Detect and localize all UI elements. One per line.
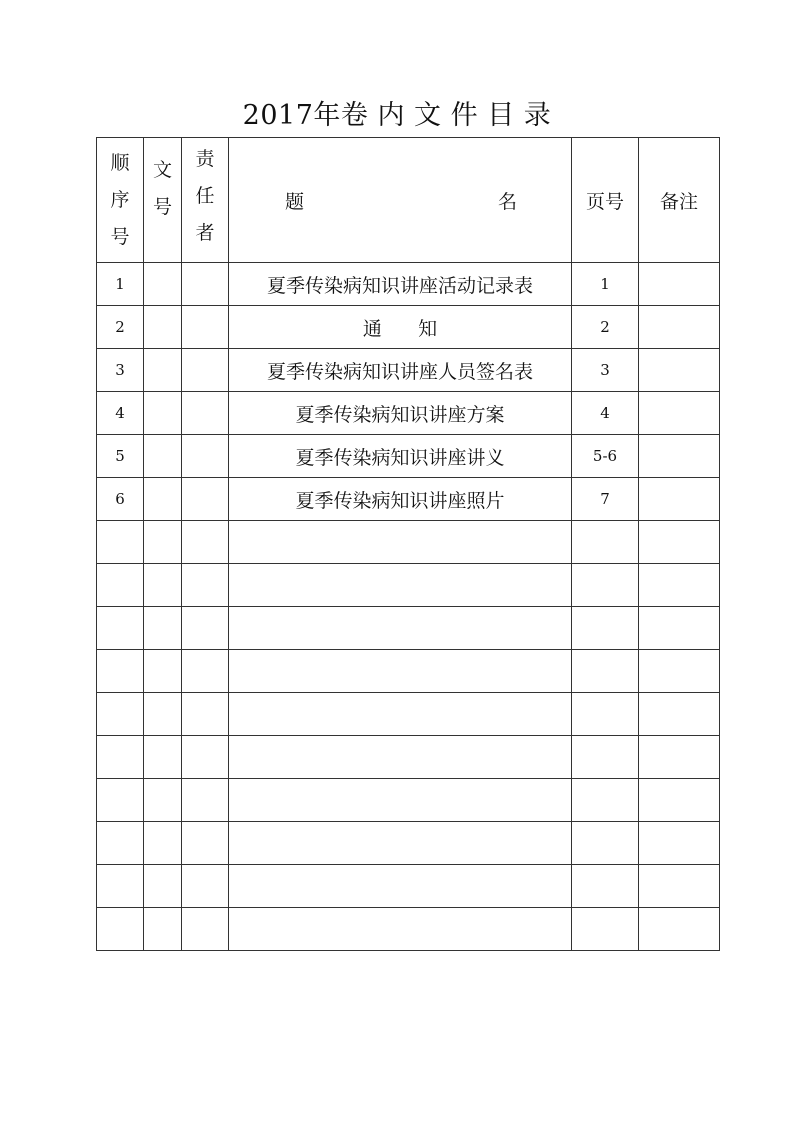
cell-doc-no — [144, 521, 182, 564]
header-seq-char: 号 — [110, 225, 130, 248]
cell-title — [229, 736, 572, 779]
cell-remarks — [639, 263, 720, 306]
cell-responsible — [182, 865, 229, 908]
cell-remarks — [639, 306, 720, 349]
cell-page — [572, 693, 639, 736]
cell-seq: 4 — [97, 392, 144, 435]
cell-doc-no — [144, 564, 182, 607]
cell-remarks — [639, 736, 720, 779]
cell-page — [572, 865, 639, 908]
cell-page: 5-6 — [572, 435, 639, 478]
cell-responsible — [182, 478, 229, 521]
cell-doc-no — [144, 349, 182, 392]
header-doc-no-char: 号 — [152, 196, 172, 218]
cell-title: 夏季传染病知识讲座照片 — [229, 478, 572, 521]
cell-seq — [97, 564, 144, 607]
cell-responsible — [182, 779, 229, 822]
cell-title: 夏季传染病知识讲座活动记录表 — [229, 263, 572, 306]
cell-seq: 2 — [97, 306, 144, 349]
cell-seq: 1 — [97, 263, 144, 306]
cell-page — [572, 650, 639, 693]
cell-remarks — [639, 478, 720, 521]
cell-doc-no — [144, 435, 182, 478]
cell-remarks — [639, 822, 720, 865]
cell-responsible — [182, 908, 229, 951]
cell-doc-no — [144, 865, 182, 908]
cell-title: 夏季传染病知识讲座方案 — [229, 392, 572, 435]
cell-page — [572, 779, 639, 822]
table-row — [97, 564, 720, 607]
table-row — [97, 607, 720, 650]
header-doc-no — [144, 138, 182, 263]
table-row — [97, 822, 720, 865]
cell-remarks — [639, 392, 720, 435]
table-row — [97, 779, 720, 822]
cell-page — [572, 564, 639, 607]
cell-seq — [97, 908, 144, 951]
table-row — [97, 435, 720, 478]
cell-responsible — [182, 392, 229, 435]
cell-seq — [97, 521, 144, 564]
table-row — [97, 478, 720, 521]
page-title: 2017年卷 内 文 件 目 录 — [242, 100, 552, 131]
cell-remarks — [639, 650, 720, 693]
cell-doc-no — [144, 607, 182, 650]
cell-doc-no — [144, 478, 182, 521]
cell-title — [229, 521, 572, 564]
cell-page — [572, 521, 639, 564]
cell-responsible — [182, 263, 229, 306]
cell-responsible — [182, 736, 229, 779]
table-row — [97, 865, 720, 908]
cell-seq — [97, 822, 144, 865]
header-seq-char: 序 — [110, 188, 130, 211]
table-row — [97, 736, 720, 779]
cell-responsible — [182, 521, 229, 564]
cell-doc-no — [144, 736, 182, 779]
header-responsible — [182, 138, 229, 263]
cell-remarks — [639, 865, 720, 908]
header-responsible-char: 者 — [195, 221, 215, 244]
cell-title — [229, 693, 572, 736]
cell-remarks — [639, 435, 720, 478]
cell-page — [572, 822, 639, 865]
table-row — [97, 521, 720, 564]
cell-responsible — [182, 564, 229, 607]
cell-remarks — [639, 908, 720, 951]
cell-doc-no — [144, 822, 182, 865]
header-seq-char: 顺 — [110, 151, 130, 174]
cell-remarks — [639, 564, 720, 607]
table-row — [97, 908, 720, 951]
cell-seq: 6 — [97, 478, 144, 521]
table-row — [97, 693, 720, 736]
cell-title: 夏季传染病知识讲座讲义 — [229, 435, 572, 478]
cell-page — [572, 736, 639, 779]
cell-title — [229, 607, 572, 650]
table-row — [97, 392, 720, 435]
cell-seq — [97, 865, 144, 908]
cell-doc-no — [144, 908, 182, 951]
cell-title — [229, 564, 572, 607]
header-title-char: 名 — [497, 190, 517, 213]
cell-seq — [97, 693, 144, 736]
header-responsible-char: 责 — [195, 147, 215, 170]
cell-page: 7 — [572, 478, 639, 521]
cell-doc-no — [144, 693, 182, 736]
cell-seq: 3 — [97, 349, 144, 392]
table-header-row — [97, 138, 720, 263]
table-row — [97, 650, 720, 693]
cell-responsible — [182, 306, 229, 349]
cell-doc-no — [144, 392, 182, 435]
cell-title — [229, 779, 572, 822]
cell-title — [229, 908, 572, 951]
cell-responsible — [182, 349, 229, 392]
table-row — [97, 349, 720, 392]
header-doc-no-char: 文 — [152, 159, 172, 181]
cell-seq — [97, 779, 144, 822]
cell-remarks — [639, 607, 720, 650]
header-title — [229, 138, 572, 263]
cell-title — [229, 650, 572, 693]
cell-page — [572, 908, 639, 951]
header-remarks: 备注 — [639, 138, 720, 263]
cell-title: 夏季传染病知识讲座人员签名表 — [229, 349, 572, 392]
cell-title — [229, 822, 572, 865]
cell-page: 4 — [572, 392, 639, 435]
cell-doc-no — [144, 779, 182, 822]
cell-page: 2 — [572, 306, 639, 349]
cell-responsible — [182, 822, 229, 865]
table-row — [97, 306, 720, 349]
cell-seq — [97, 607, 144, 650]
cell-responsible — [182, 693, 229, 736]
cell-title — [229, 865, 572, 908]
cell-remarks — [639, 693, 720, 736]
cell-seq: 5 — [97, 435, 144, 478]
cell-responsible — [182, 435, 229, 478]
cell-seq — [97, 650, 144, 693]
cell-page: 1 — [572, 263, 639, 306]
header-title-char: 题 — [285, 190, 305, 213]
cell-remarks — [639, 521, 720, 564]
cell-doc-no — [144, 263, 182, 306]
cell-doc-no — [144, 306, 182, 349]
cell-doc-no — [144, 650, 182, 693]
cell-remarks — [639, 349, 720, 392]
cell-seq — [97, 736, 144, 779]
header-page: 页号 — [572, 138, 639, 263]
header-seq — [97, 138, 144, 263]
cell-responsible — [182, 607, 229, 650]
cell-remarks — [639, 779, 720, 822]
header-responsible-char: 任 — [195, 184, 215, 207]
cell-title: 通 知 — [229, 306, 572, 349]
cell-page: 3 — [572, 349, 639, 392]
table-row — [97, 263, 720, 306]
cell-responsible — [182, 650, 229, 693]
cell-page — [572, 607, 639, 650]
file-catalog-table — [96, 137, 720, 951]
